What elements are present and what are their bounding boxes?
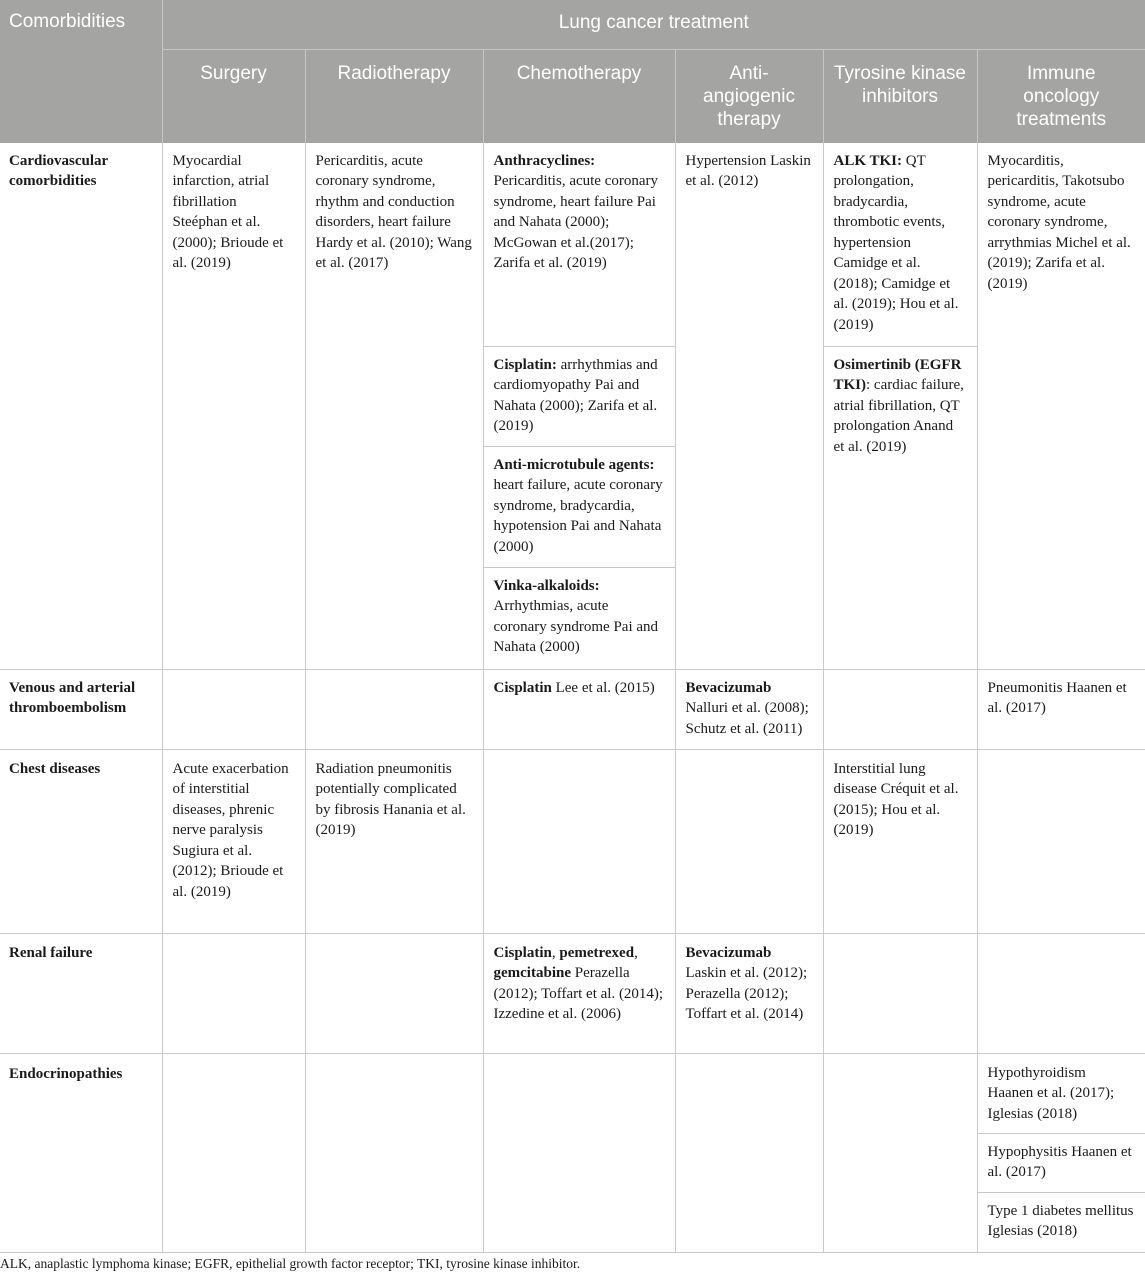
chemo-cisplatin: Cisplatin: arrhythmias and cardiomyopathy Pai and Nahata (2000); Zarifa et al. (2019) <box>484 347 675 447</box>
cell-endo-chemotherapy <box>483 1053 675 1252</box>
cell-venous-tki <box>823 669 977 749</box>
header-tki: Tyrosine kinase inhibitors <box>823 50 977 143</box>
table-row-cardiovascular <box>0 143 1145 670</box>
row-label-chest: Chest diseases <box>0 749 162 933</box>
cell-venous-immune: Pneumonitis Haanen et al. (2017) <box>977 669 1145 749</box>
cell-chest-immune <box>977 749 1145 933</box>
cell-renal-tki <box>823 933 977 1053</box>
table-header <box>0 0 1145 143</box>
cell-chest-antiangiogenic <box>675 749 823 933</box>
header-radiotherapy: Radiotherapy <box>305 50 483 143</box>
cell-venous-surgery <box>162 669 305 749</box>
cell-renal-chemotherapy: Cisplatin, pemetrexed, gemcitabine Perazella (2012); Toffart et al. (2014); Izzedine et al. (2006) <box>483 933 675 1053</box>
cell-cardio-immune: Myocarditis, pericarditis, Takotsubo syndrome, acute coronary syndrome, arrythmias Michel et al. (2019); Zarifa et al. (2019) <box>977 143 1145 670</box>
cell-chest-surgery: Acute exacerbation of interstitial diseases, phrenic nerve paralysis Sugiura et al. (2012); Brioude et al. (2019) <box>162 749 305 933</box>
cell-endo-antiangiogenic <box>675 1053 823 1252</box>
row-label-renal: Renal failure <box>0 933 162 1053</box>
immune-hypothyroidism: Hypothyroidism Haanen et al. (2017); Iglesias (2018) <box>978 1054 1145 1134</box>
header-immune-oncology: Immune oncology treatments <box>977 50 1145 143</box>
chemo-anthracyclines: Anthracyclines: Pericarditis, acute coronary syndrome, heart failure Pai and Nahata (2000); McGowan et al.(2017); Zarifa et al. (2019) <box>484 143 675 347</box>
header-surgery: Surgery <box>162 50 305 143</box>
table-row-endocrinopathies <box>0 1053 1145 1252</box>
immune-hypophysitis: Hypophysitis Haanen et al. (2017) <box>978 1134 1145 1193</box>
header-chemotherapy: Chemotherapy <box>483 50 675 143</box>
chemo-vinka-alkaloids: Vinka-alkaloids: Arrhythmias, acute coronary syndrome Pai and Nahata (2000) <box>493 577 659 655</box>
cell-cardio-tki <box>823 143 977 670</box>
table-footnote: ALK, anaplastic lymphoma kinase; EGFR, epithelial growth factor receptor; TKI, tyrosine kinase inhibitor. <box>0 1256 581 1271</box>
immune-type1-diabetes: Type 1 diabetes mellitus Iglesias (2018) <box>987 1202 1134 1239</box>
cell-cardio-antiangiogenic: Hypertension Laskin et al. (2012) <box>675 143 823 670</box>
cell-chest-tki: Interstitial lung disease Créquit et al. (2015); Hou et al. (2019) <box>823 749 977 933</box>
cell-cardio-chemotherapy <box>483 143 675 670</box>
cell-venous-radiotherapy <box>305 669 483 749</box>
table-row-chest <box>0 749 1145 933</box>
row-label-cardiovascular: Cardiovascular comorbidities <box>0 143 162 670</box>
cell-renal-surgery <box>162 933 305 1053</box>
cell-renal-radiotherapy <box>305 933 483 1053</box>
cell-endo-radiotherapy <box>305 1053 483 1252</box>
header-anti-angiogenic: Anti-angiogenic therapy <box>675 50 823 143</box>
tki-alk: ALK TKI: QT prolongation, bradycardia, thrombotic events, hypertension Camidge et al. (2018); Camidge et al. (2019); Hou et al. (2019) <box>824 143 977 347</box>
cell-endo-immune <box>977 1053 1145 1252</box>
row-label-endocrinopathies: Endocrinopathies <box>0 1053 162 1252</box>
cell-chest-radiotherapy: Radiation pneumonitis potentially complicated by fibrosis Hanania et al. (2019) <box>305 749 483 933</box>
tki-osimertinib: Osimertinib (EGFR TKI): cardiac failure, atrial fibrillation, QT prolongation Anand et al. (2019) <box>833 356 964 455</box>
row-label-venous: Venous and arterial thromboembolism <box>0 669 162 749</box>
header-comorbidities: Comorbidities <box>0 0 162 143</box>
cell-venous-antiangiogenic: Bevacizumab Nalluri et al. (2008); Schutz et al. (2011) <box>675 669 823 749</box>
header-lung-cancer-treatment: Lung cancer treatment <box>162 0 1145 50</box>
cell-venous-chemotherapy: Cisplatin Lee et al. (2015) <box>483 669 675 749</box>
cell-cardio-surgery: Myocardial infarction, atrial fibrillation Steéphan et al. (2000); Brioude et al. (2019) <box>162 143 305 670</box>
table-row-venous <box>0 669 1145 749</box>
chemo-anti-microtubule: Anti-microtubule agents: heart failure, acute coronary syndrome, bradycardia, hypotension Pai and Nahata (2000) <box>484 447 675 568</box>
cell-endo-tki <box>823 1053 977 1252</box>
cell-cardio-radiotherapy: Pericarditis, acute coronary syndrome, rhythm and conduction disorders, heart failure Hardy et al. (2010); Wang et al. (2017) <box>305 143 483 670</box>
cell-endo-surgery <box>162 1053 305 1252</box>
table-row-renal <box>0 933 1145 1053</box>
cell-renal-antiangiogenic: Bevacizumab Laskin et al. (2012); Perazella (2012); Toffart et al. (2014) <box>675 933 823 1053</box>
cell-chest-chemotherapy <box>483 749 675 933</box>
cell-renal-immune <box>977 933 1145 1053</box>
